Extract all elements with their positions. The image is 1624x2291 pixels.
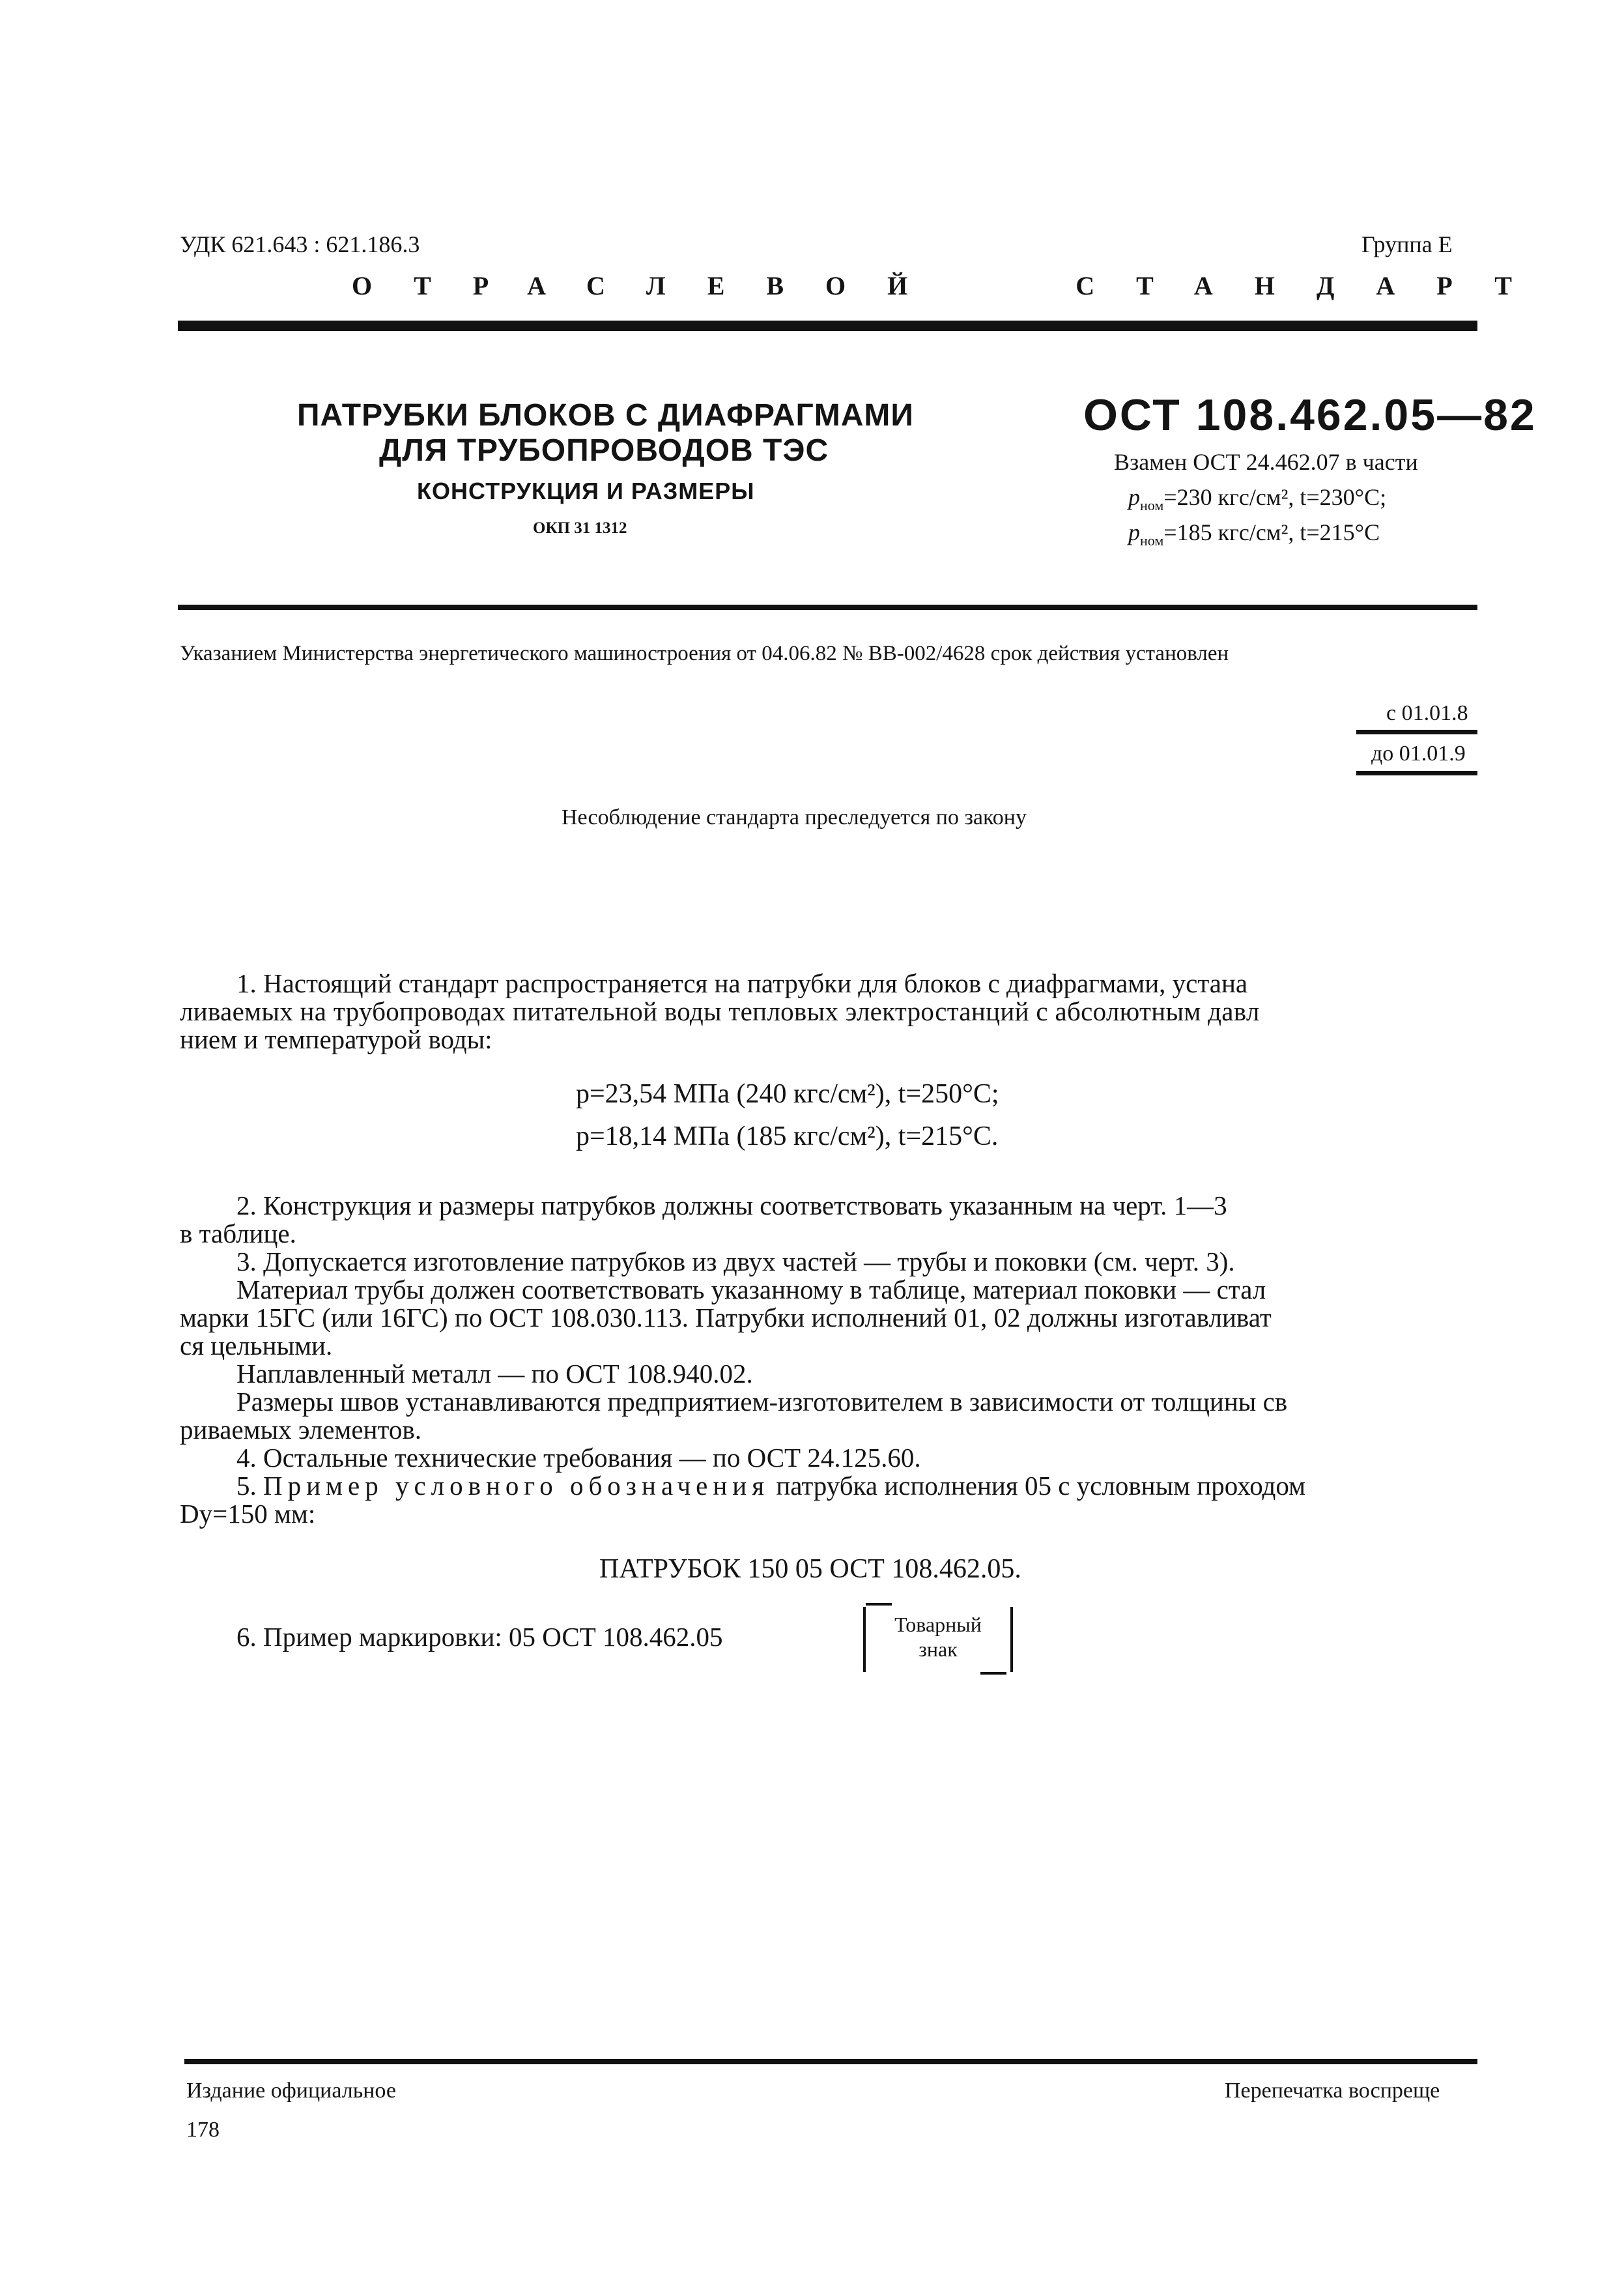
validity-from-rule (1356, 730, 1477, 734)
p5-number: 5. (236, 1471, 257, 1501)
p3-line1: 3. Допускается изготовление патрубков из двух частей — трубы и поковки (см. черт. 3). (236, 1246, 1235, 1276)
p4: 4. Остальные технические требования — по ОСТ 24.125.60. (236, 1443, 921, 1473)
trademark-top-bar (866, 1603, 892, 1606)
p5-line1 (236, 1470, 1305, 1501)
penalty-notice: Несоблюдение стандарта преследуется по закону (562, 805, 1027, 829)
p6-marking: 6. Пример маркировки: 05 ОСТ 108.462.05 (236, 1622, 723, 1652)
p-symbol: p (1128, 519, 1140, 545)
p5-rest: патрубка исполнения 05 с условным проходом (776, 1471, 1306, 1501)
page-number: 178 (186, 2118, 220, 2142)
condition-2-text: =185 кгс/см², t=215°С (1163, 519, 1380, 545)
trademark-box (863, 1607, 1013, 1672)
footer-rule (184, 2059, 1477, 2064)
standard-code: ОСТ 108.462.05—82 (1083, 390, 1537, 440)
pressure-condition-1 (1128, 483, 1387, 514)
p5-spaced-title: Пример условного обозначения (263, 1471, 770, 1501)
condition-1-text: =230 кгс/см², t=230°С; (1163, 484, 1387, 510)
top-rule-thick (178, 321, 1477, 331)
p3-line7: риваемых элементов. (180, 1415, 421, 1445)
designation-example: ПАТРУБОК 150 05 ОСТ 108.462.05. (599, 1554, 1021, 1584)
title-rule (178, 605, 1477, 610)
formula-1: p=23,54 МПа (240 кгс/см²), t=250°С; (576, 1079, 999, 1109)
p-subscript: ном (1140, 497, 1164, 514)
p-subscript: ном (1140, 532, 1164, 549)
validity-to-rule (1356, 771, 1477, 775)
p3-line6: Размеры швов устанавливаются предприятием-изготовителем в зависимости от толщины св (236, 1387, 1288, 1417)
p-symbol: p (1128, 484, 1140, 510)
trademark-line1: Товарный (894, 1613, 982, 1636)
title-subtitle: КОНСТРУКЦИЯ И РАЗМЕРЫ (417, 478, 755, 504)
formula-2: p=18,14 МПа (185 кгс/см²), t=215°С. (576, 1121, 999, 1151)
pressure-condition-2 (1128, 519, 1380, 549)
decree-text: Указанием Министерства энергетического машиностроения от 04.06.82 № ВВ-002/4628 срок действия установлен (180, 642, 1229, 665)
p1-line1: 1. Настоящий стандарт распространяется на патрубки для блоков с диафрагмами, устана (236, 968, 1248, 998)
reprint-notice: Перепечатка воспреще (1225, 2079, 1440, 2103)
p1-line2: ливаемых на трубопроводах питательной воды тепловых электростанций с абсолютным давл (180, 996, 1260, 1026)
edition-label: Издание официальное (186, 2079, 396, 2103)
title-line2: ДЛЯ ТРУБОПРОВОДОВ ТЭС (379, 433, 829, 468)
standard-banner: ОТРАСЛЕВОЙ СТАНДАРТ (352, 271, 1554, 300)
p3-line4: ся цельными. (180, 1331, 333, 1361)
p1-line3: нием и температурой воды: (180, 1024, 492, 1054)
p2-line2: в таблице. (180, 1218, 296, 1248)
p3-line5: Наплавленный металл — по ОСТ 108.940.02. (236, 1359, 753, 1389)
trademark-line2: знак (919, 1637, 958, 1661)
p2-line1: 2. Конструкция и размеры патрубков должны соответствовать указанным на черт. 1—3 (236, 1190, 1227, 1220)
p3-line3: марки 15ГС (или 16ГС) по ОСТ 108.030.113. Патрубки исполнений 01, 02 должны изготавливат (180, 1303, 1272, 1333)
okp-code: ОКП 31 1312 (533, 519, 627, 537)
validity-to: до 01.01.9 (1371, 742, 1466, 766)
trademark-bottom-bar (980, 1672, 1006, 1675)
p3-line2: Материал трубы должен соответствовать указанному в таблице, материал поковки — стал (236, 1275, 1266, 1304)
p5-line2: Dу=150 мм: (180, 1499, 316, 1529)
validity-from: с 01.01.8 (1386, 701, 1468, 725)
group-label: Группа Е (1361, 231, 1453, 257)
replaces-text: Взамен ОСТ 24.462.07 в части (1114, 449, 1418, 475)
title-line1: ПАТРУБКИ БЛОКОВ С ДИАФРАГМАМИ (297, 398, 914, 433)
udk-code: УДК 621.643 : 621.186.3 (180, 231, 420, 257)
